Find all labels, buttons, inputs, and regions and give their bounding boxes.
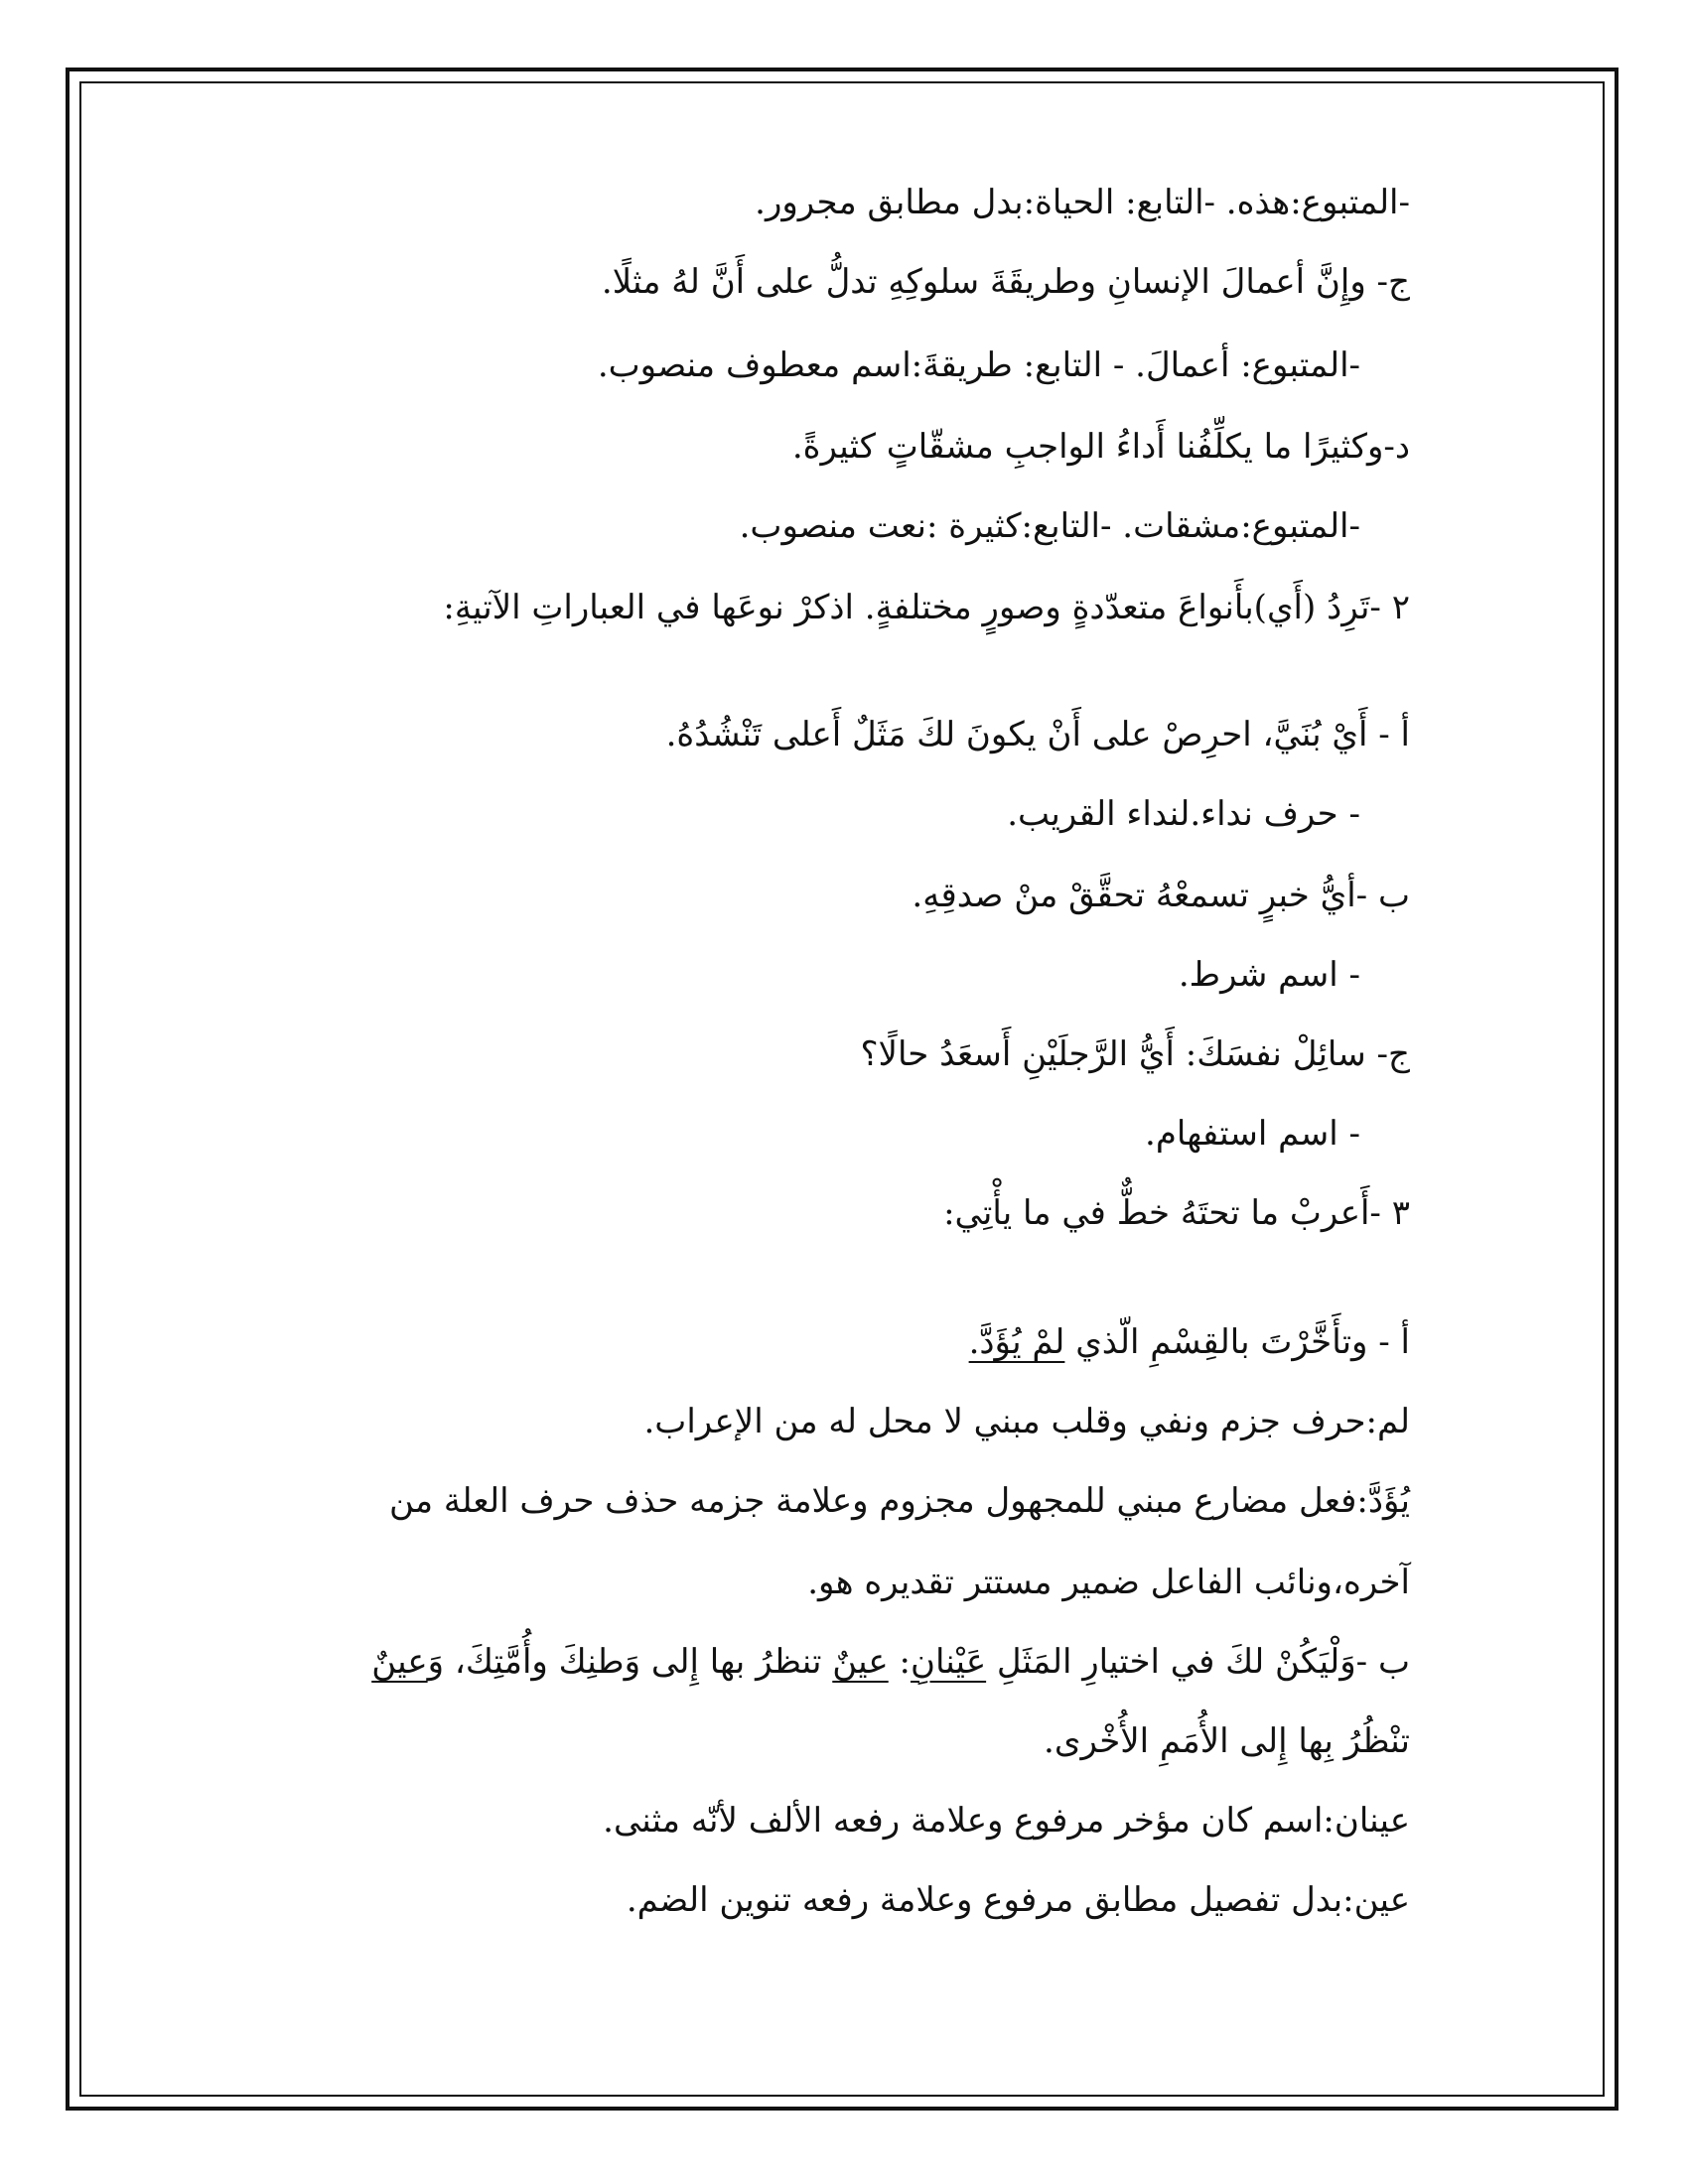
text-line: - اسم استفهام. [1145,1114,1360,1154]
text-line: آخره،ونائب الفاعل ضمير مستتر تقديره هو. [807,1563,1410,1602]
text-segment: أ - وتأَخَّرْتَ بالقِسْمِ الّذي [1064,1322,1410,1362]
underlined-text: عَيْنانِ [910,1642,987,1682]
text-line: ٢ -تَرِدُ (أَي)بأَنواعَ متعدّدةٍ وصورٍ مختلفةٍ. اذكرْ نوعَها في العباراتِ الآتيةِ: [443,588,1410,627]
text-line: عين:بدل تفصيل مطابق مرفوع وعلامة رفعه تنوين الضم. [626,1880,1410,1920]
text-line [969,1320,1410,1364]
text-line: ٣ -أَعربْ ما تحتَهُ خطٌّ في ما يأْتِي: [943,1193,1410,1233]
text-line: د-وكثيرًا ما يكلِّفُنا أَداءُ الواجبِ مشقّاتٍ كثيرةً. [791,427,1410,467]
text-line: - اسم شرط. [1178,955,1360,995]
text-line: ج- سائِلْ نفسَكَ: أَيُّ الرَّجلَيْنِ أَسعَدُ حالًا؟ [860,1034,1410,1074]
text-segment: تنظرُ بها إِلى وَطنِكَ وأُمَّتِكَ، وَ [427,1642,833,1682]
text-line: -المتبوع: أعمالَ. - التابع: طريقةَ:اسم معطوف منصوب. [597,345,1360,385]
text-line: -المتبوع:هذه. -التابع: الحياة:بدل مطابق مجرور. [755,183,1410,222]
text-line: - حرف نداء.لنداء القريب. [1007,794,1360,834]
text-line: -المتبوع:مشقات. -التابع:كثيرة :نعت منصوب. [739,506,1360,546]
text-line: تنْظُرُ بِها إِلى الأُمَمِ الأُخْرى. [1044,1721,1410,1761]
text-line: يُؤَدَّ:فعل مضارع مبني للمجهول مجزوم وعلامة جزمه حذف حرف العلة من [388,1481,1410,1521]
text-line: لم:حرف جزم ونفي وقلب مبني لا محل له من الإعراب. [643,1402,1410,1441]
underlined-text: عينٌ [832,1642,889,1682]
underlined-text: لمْ يُؤَدَّ. [968,1322,1065,1362]
underlined-text: عينٌ [371,1642,428,1682]
text-line [371,1640,1410,1684]
text-line: ج- وإِنَّ أعمالَ الإنسانِ وطريقَةَ سلوكِهِ تدلُّ على أَنَّ لهُ مثلًا. [601,262,1410,302]
text-segment: ب -وَلْيَكُنْ لكَ في اختيارِ المَثَلِ [986,1642,1410,1682]
text-line: ب -أيُّ خبرٍ تسمعْهُ تحقَّقْ منْ صدقِهِ. [912,876,1410,915]
text-line: عينان:اسم كان مؤخر مرفوع وعلامة رفعه الألف لأنّه مثنى. [603,1801,1410,1841]
text-segment: : [888,1642,911,1682]
text-line: أ - أَيْ بُنَيَّ، احرِصْ على أَنْ يكونَ لكَ مَثَلٌ أَعلى تَنْشُدُهُ. [665,715,1410,754]
